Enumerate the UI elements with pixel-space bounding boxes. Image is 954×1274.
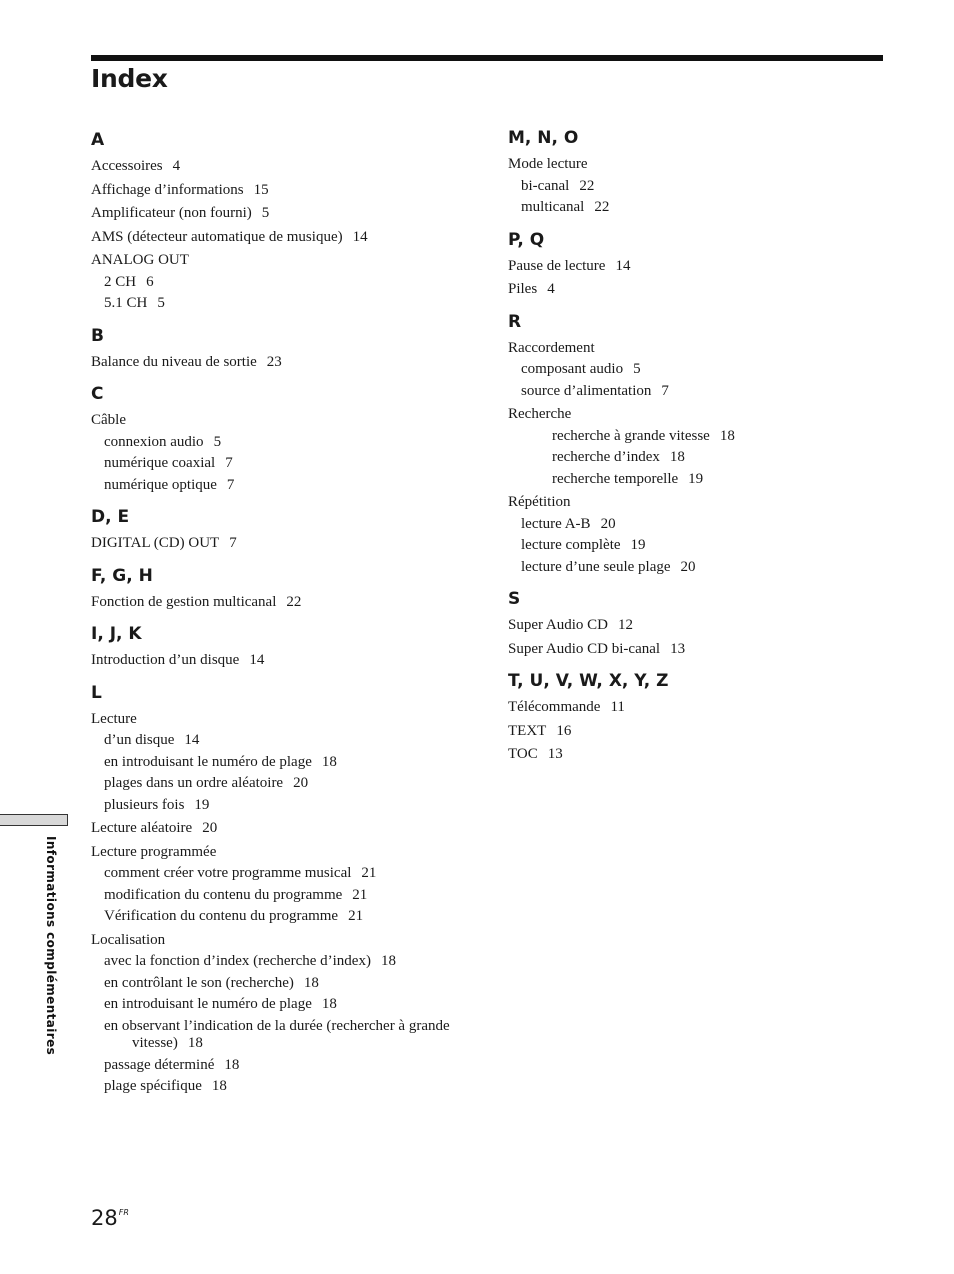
entry-page: 20 — [202, 820, 218, 836]
sub-entry-page: 18 — [303, 974, 319, 991]
sub-entry-page: 18 — [669, 449, 685, 465]
entry-line — [508, 639, 888, 661]
sub-entry-term: plages dans un ordre aléatoire — [104, 775, 284, 791]
entry-page: 7 — [229, 535, 237, 551]
sub-entry-page: 5 — [157, 295, 165, 311]
index-entry — [508, 615, 888, 637]
index-entry — [91, 930, 471, 1098]
index-section — [91, 324, 471, 374]
entry-line — [91, 250, 471, 272]
index-entry — [91, 410, 471, 496]
entry-term: Pause de lecture — [508, 257, 606, 274]
index-entry — [508, 338, 888, 403]
sub-entry-term: source d’alimentation — [521, 382, 652, 399]
entry-page: 14 — [352, 228, 368, 245]
sub-entry — [508, 176, 888, 198]
entry-line — [508, 404, 888, 426]
entry-line — [508, 744, 888, 766]
page-title: Index — [91, 64, 168, 93]
index-entry — [508, 639, 888, 661]
sub-entry — [508, 514, 888, 536]
section-tab-marker — [0, 814, 68, 826]
entry-line — [91, 930, 471, 952]
top-rule — [91, 55, 883, 61]
sub-entry-page: 18 — [719, 427, 735, 444]
sub-entry — [91, 795, 471, 817]
sub-entry-page: 14 — [184, 732, 200, 748]
section-letter: R — [508, 311, 522, 332]
index-entry — [91, 592, 471, 614]
sub-entry-page: 19 — [194, 796, 210, 813]
index-section — [91, 505, 471, 555]
entry-page: 22 — [286, 593, 302, 610]
entry-term: AMS (détecteur automatique de musique) — [91, 228, 343, 245]
section-letter: S — [508, 589, 521, 609]
entry-term: Introduction d’un disque — [91, 652, 240, 668]
index-entry — [91, 709, 471, 817]
sub-entry — [508, 469, 888, 491]
sub-entry-page: 20 — [600, 515, 616, 532]
index-entry — [508, 404, 888, 490]
index-entry — [91, 818, 471, 840]
sub-entry — [508, 447, 888, 469]
sub-entry-term: 5.1 CH — [104, 295, 148, 311]
sub-entry-term: comment créer votre programme musical — [104, 865, 352, 881]
entry-term: Fonction de gestion multicanal — [91, 593, 277, 610]
entry-term: Affichage d’informations — [91, 181, 244, 198]
sub-entry-page: 18 — [211, 1078, 227, 1094]
entry-line — [508, 256, 888, 278]
section-letter: P, Q — [508, 229, 545, 250]
index-entry — [508, 697, 888, 719]
sub-entry — [91, 1076, 471, 1098]
index-entry — [91, 250, 471, 315]
page-number-value: 28 — [91, 1206, 118, 1230]
entry-line — [91, 533, 471, 555]
entry-term: Piles — [508, 281, 538, 297]
entry-page: 12 — [618, 617, 634, 633]
entry-term: Télécommande — [508, 699, 601, 715]
entry-line — [508, 154, 888, 176]
page-number — [91, 1206, 129, 1230]
index-entry — [508, 492, 888, 578]
sub-entry-term: plage spécifique — [104, 1078, 202, 1094]
entry-line — [91, 203, 471, 225]
sub-entry-page: 19 — [688, 470, 704, 487]
sub-entry-term: composant audio — [521, 361, 624, 377]
entry-line — [91, 842, 471, 864]
section-letter: L — [91, 682, 102, 703]
entry-term: Câble — [91, 412, 126, 428]
sub-entry-term: d’un disque — [104, 732, 175, 748]
entry-term: Amplificateur (non fourni) — [91, 205, 252, 221]
sub-entry-term: en contrôlant le son (recherche) — [104, 974, 294, 991]
sub-entry-term: lecture d’une seule plage — [521, 558, 671, 575]
index-entry — [91, 203, 471, 225]
sub-entry — [91, 773, 471, 795]
section-letter: A — [91, 130, 105, 150]
sub-entry-term: en introduisant le numéro de plage — [104, 996, 312, 1012]
entry-term: ANALOG OUT — [91, 252, 189, 268]
sub-entry — [91, 994, 471, 1016]
sub-entry — [508, 557, 888, 579]
index-entry — [508, 154, 888, 219]
sub-entry — [91, 1018, 471, 1052]
sub-entry — [91, 752, 471, 774]
section-letter: I, J, K — [91, 624, 142, 644]
entry-line — [91, 650, 471, 672]
section-letter: C — [91, 384, 104, 404]
entry-page: 4 — [172, 158, 181, 174]
entry-line — [508, 338, 888, 360]
index-section — [508, 310, 888, 579]
sub-entry-term: recherche d’index — [552, 449, 660, 465]
entry-line — [91, 818, 471, 840]
entry-page: 14 — [249, 652, 265, 668]
sub-entry-term: plusieurs fois — [104, 796, 185, 813]
sub-entry-term: passage déterminé — [104, 1056, 215, 1073]
sub-entry-page: 7 — [225, 455, 233, 471]
entry-term: Super Audio CD bi-canal — [508, 640, 661, 657]
sub-entry — [91, 1055, 471, 1077]
entry-line — [91, 227, 471, 249]
sub-entry-term: modification du contenu du programme — [104, 886, 343, 903]
entry-line — [91, 156, 471, 178]
index-column-left — [91, 128, 471, 1107]
entry-page: 4 — [547, 281, 555, 297]
sub-entry-page: 18 — [321, 996, 337, 1012]
entry-line — [91, 352, 471, 374]
entry-term: Lecture — [91, 710, 137, 727]
sub-entry-page: 18 — [380, 953, 396, 969]
sub-entry-page: 5 — [633, 361, 641, 377]
sub-entry-term: multicanal — [521, 199, 585, 215]
sub-entry — [508, 535, 888, 557]
sub-entry — [91, 730, 471, 752]
page-number-suffix: FR — [118, 1208, 129, 1217]
index-section — [91, 564, 471, 614]
entry-term: TEXT — [508, 722, 547, 739]
sub-entry — [91, 293, 471, 315]
entry-page: 5 — [261, 205, 270, 221]
sub-entry-page: 7 — [226, 476, 235, 493]
side-section-label: Informations complémentaires — [44, 836, 58, 1056]
section-letter: M, N, O — [508, 128, 579, 148]
section-letter: D, E — [91, 507, 130, 527]
sub-entry — [91, 272, 471, 294]
entry-line — [508, 697, 888, 719]
sub-entry-term: recherche temporelle — [552, 470, 679, 487]
sub-entry-page: 21 — [348, 908, 364, 924]
sub-entry-page: 20 — [293, 775, 309, 791]
sub-entry-term: 2 CH — [104, 273, 137, 290]
entry-term: Raccordement — [508, 339, 595, 356]
entry-term: Accessoires — [91, 158, 163, 174]
sub-entry — [91, 906, 471, 928]
entry-page: 15 — [253, 181, 269, 198]
index-column-right — [508, 126, 888, 775]
section-letter: T, U, V, W, X, Y, Z — [508, 671, 669, 691]
sub-entry-term: en introduisant le numéro de plage — [104, 753, 312, 770]
entry-term: Balance du niveau de sortie — [91, 353, 257, 370]
entry-term: Super Audio CD — [508, 617, 609, 633]
sub-entry-page: 6 — [146, 273, 154, 290]
entry-line — [508, 721, 888, 743]
entry-term: Mode lecture — [508, 156, 588, 172]
entry-line — [91, 410, 471, 432]
index-section — [508, 228, 888, 301]
index-section — [508, 669, 888, 766]
entry-term: DIGITAL (CD) OUT — [91, 535, 220, 551]
sub-entry — [91, 885, 471, 907]
sub-entry-term: lecture A-B — [521, 515, 591, 532]
entry-line — [508, 492, 888, 514]
index-entry — [508, 256, 888, 278]
entry-page: 23 — [266, 353, 282, 370]
sub-entry — [91, 973, 471, 995]
index-entry — [91, 180, 471, 202]
entry-line — [91, 592, 471, 614]
entry-line — [91, 180, 471, 202]
sub-entry-page: 20 — [680, 558, 696, 575]
sub-entry-page: 19 — [630, 537, 646, 553]
entry-term: Lecture aléatoire — [91, 820, 193, 836]
index-entry — [91, 352, 471, 374]
sub-entry-term: avec la fonction d’index (recherche d’index) — [104, 953, 371, 969]
entry-term: Répétition — [508, 494, 571, 510]
index-entry — [91, 156, 471, 178]
index-entry — [508, 721, 888, 743]
sub-entry-term: Vérification du contenu du programme — [104, 908, 339, 924]
sub-entry-page: 7 — [661, 382, 669, 399]
index-entry — [91, 533, 471, 555]
sub-entry — [508, 359, 888, 381]
index-section — [91, 128, 471, 315]
sub-entry — [91, 475, 471, 497]
entry-line — [91, 709, 471, 731]
sub-entry-page: 5 — [213, 433, 222, 450]
index-entry — [91, 227, 471, 249]
sub-entry-term: lecture complète — [521, 537, 621, 553]
sub-entry-term: en observant l’indication de la durée (rechercher à grande vitesse) — [104, 1017, 450, 1051]
index-section — [91, 622, 471, 672]
sub-entry — [91, 863, 471, 885]
sub-entry — [508, 426, 888, 448]
sub-entry — [91, 951, 471, 973]
sub-entry-page: 22 — [579, 177, 595, 194]
entry-term: TOC — [508, 746, 538, 762]
sub-entry-page: 18 — [321, 753, 337, 770]
sub-entry-term: recherche à grande vitesse — [552, 427, 710, 444]
sub-entry — [91, 453, 471, 475]
sub-entry-page: 18 — [224, 1056, 240, 1073]
sub-entry-term: numérique optique — [104, 476, 217, 493]
sub-entry-page: 21 — [352, 886, 368, 903]
index-entry — [508, 279, 888, 301]
entry-line — [508, 615, 888, 637]
section-letter: F, G, H — [91, 565, 153, 586]
index-section — [91, 382, 471, 496]
sub-entry-page: 21 — [361, 865, 377, 881]
sub-entry — [91, 432, 471, 454]
entry-page: 11 — [610, 699, 625, 715]
section-letter: B — [91, 325, 104, 346]
index-section — [508, 126, 888, 219]
index-entry — [91, 842, 471, 928]
entry-page: 13 — [670, 640, 686, 657]
sub-entry-term: numérique coaxial — [104, 455, 216, 471]
sub-entry-term: connexion audio — [104, 433, 204, 450]
index-entry — [91, 650, 471, 672]
index-entry — [508, 744, 888, 766]
entry-page: 13 — [547, 746, 563, 762]
sub-entry — [508, 381, 888, 403]
sub-entry-page: 18 — [187, 1034, 203, 1051]
sub-entry — [508, 197, 888, 219]
entry-term: Recherche — [508, 406, 572, 422]
index-section — [91, 681, 471, 1098]
entry-term: Lecture programmée — [91, 843, 217, 860]
sub-entry-page: 22 — [594, 199, 610, 215]
entry-page: 16 — [556, 722, 572, 739]
index-section — [508, 587, 888, 660]
sub-entry-term: bi-canal — [521, 177, 570, 194]
entry-page: 14 — [615, 257, 631, 274]
entry-term: Localisation — [91, 931, 166, 948]
entry-line — [508, 279, 888, 301]
